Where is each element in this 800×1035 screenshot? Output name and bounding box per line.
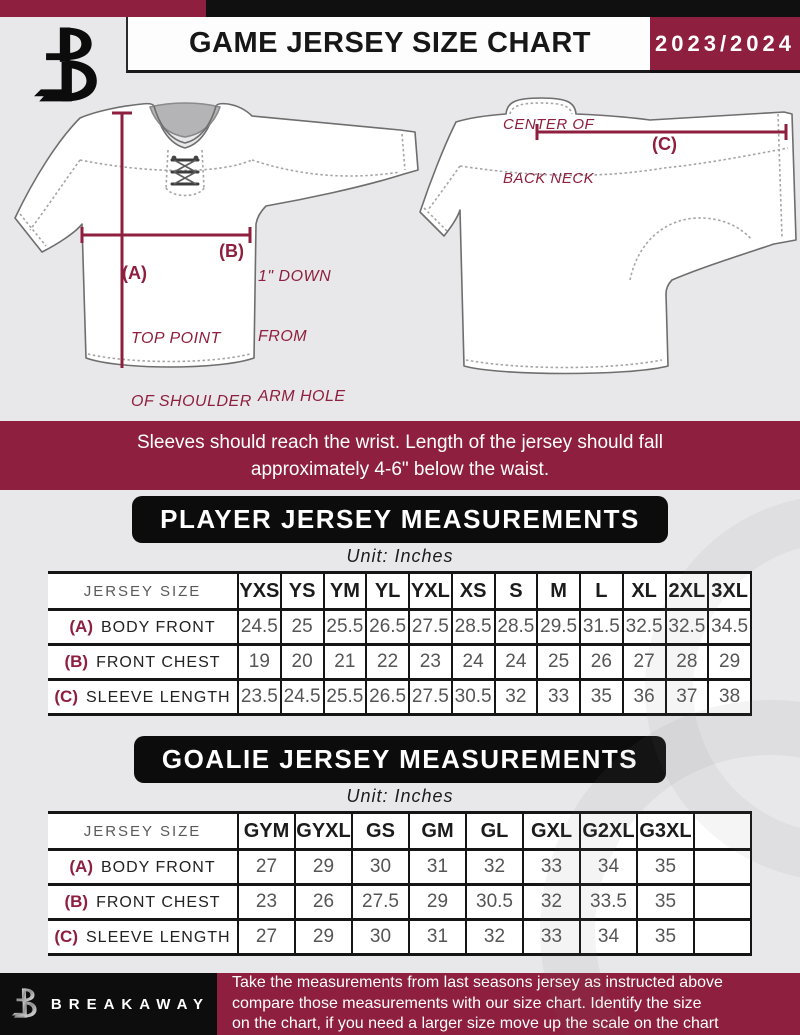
- measurement-value: 25.5: [324, 680, 367, 715]
- footer: [0, 973, 800, 1035]
- top-strip: [0, 0, 800, 17]
- measurement-value: 24: [452, 645, 495, 680]
- row-label: [48, 680, 238, 715]
- measurement-value: 32: [523, 885, 580, 920]
- row-name: BODY FRONT: [101, 619, 216, 636]
- row-key: (C): [54, 687, 78, 706]
- measurement-value: 26.5: [366, 610, 409, 645]
- measurement-value: 34: [580, 850, 637, 885]
- measurement-value: [694, 920, 751, 955]
- measurement-value: 27: [238, 920, 295, 955]
- top-strip-accent: [0, 0, 206, 17]
- row-name: SLEEVE LENGTH: [86, 929, 231, 946]
- size-col-header: YXL: [409, 573, 452, 610]
- size-col-header: G2XL: [580, 813, 637, 850]
- goalie-unit-label: Unit: Inches: [346, 786, 454, 806]
- size-col-header: S: [495, 573, 538, 610]
- row-name: SLEEVE LENGTH: [86, 689, 231, 706]
- measurement-value: 29: [295, 920, 352, 955]
- measurement-tables-zone: [0, 490, 800, 973]
- measurement-value: 31: [409, 850, 466, 885]
- footer-instructions: [217, 973, 800, 1035]
- player-unit-label: Unit: Inches: [346, 546, 454, 566]
- measurement-value: 33: [523, 920, 580, 955]
- player-size-table: [48, 571, 752, 716]
- footer-line: compare those measurements with our size chart. Identify the size: [232, 994, 702, 1012]
- measure-b-key: (B): [219, 241, 244, 261]
- measurement-value: 34: [580, 920, 637, 955]
- measurement-row: [48, 680, 751, 715]
- measurement-value: 32: [466, 920, 523, 955]
- measurement-value: 30: [352, 920, 409, 955]
- measurement-value: 33: [537, 680, 580, 715]
- footer-brand-wordmark: BREAKAWAY: [50, 995, 211, 1013]
- size-col-header: GM: [409, 813, 466, 850]
- size-col-header: G3XL: [637, 813, 694, 850]
- measurement-value: 27: [623, 645, 666, 680]
- measurement-row: [48, 610, 751, 645]
- row-key: (B): [64, 652, 89, 671]
- measurement-value: 29: [295, 850, 352, 885]
- page-title-box: [126, 17, 652, 73]
- measurement-value: 22: [366, 645, 409, 680]
- row-label: [48, 610, 238, 645]
- measurement-value: 23: [409, 645, 452, 680]
- measurement-value: 24: [495, 645, 538, 680]
- row-label: [48, 885, 238, 920]
- size-header-row: [48, 813, 751, 850]
- goalie-table-grid: [48, 811, 752, 956]
- size-col-header: YS: [281, 573, 324, 610]
- player-table-grid: [48, 571, 752, 716]
- measurement-value: 33.5: [580, 885, 637, 920]
- row-key: (A): [69, 617, 93, 636]
- fit-notice-banner: [0, 421, 800, 490]
- measurement-value: 35: [637, 920, 694, 955]
- measurement-value: 25: [281, 610, 324, 645]
- measurement-value: 27.5: [352, 885, 409, 920]
- measurement-value: 30.5: [466, 885, 523, 920]
- jersey-diagram-area: [0, 70, 800, 421]
- row-name: FRONT CHEST: [96, 654, 221, 671]
- measurement-value: 26.5: [366, 680, 409, 715]
- size-col-header: YXS: [238, 573, 281, 610]
- size-col-header: 2XL: [666, 573, 709, 610]
- measurement-row: [48, 920, 751, 955]
- size-col-header: XS: [452, 573, 495, 610]
- size-col-header: GYM: [238, 813, 295, 850]
- footer-line: Take the measurements from last seasons jersey as instructed above: [232, 974, 723, 992]
- measurement-value: 23.5: [238, 680, 281, 715]
- measurement-value: 30: [352, 850, 409, 885]
- measurement-value: 26: [295, 885, 352, 920]
- row-key: (B): [64, 892, 89, 911]
- measurement-value: 28.5: [452, 610, 495, 645]
- measurement-row: [48, 645, 751, 680]
- row-label: [48, 920, 238, 955]
- size-col-header: GL: [466, 813, 523, 850]
- measurement-value: 25: [537, 645, 580, 680]
- season-badge: [650, 17, 800, 73]
- size-col-header: YL: [366, 573, 409, 610]
- size-col-header: M: [537, 573, 580, 610]
- measurement-value: 38: [708, 680, 751, 715]
- measurement-value: 27.5: [409, 610, 452, 645]
- fit-notice-line2: approximately 4-6" below the waist.: [250, 458, 550, 480]
- size-header-row: [48, 573, 751, 610]
- jersey-diagrams: [0, 70, 800, 421]
- measurement-value: 28.5: [495, 610, 538, 645]
- size-col-header: XL: [623, 573, 666, 610]
- size-col-header: GXL: [523, 813, 580, 850]
- measurement-value: 37: [666, 680, 709, 715]
- measurement-row: [48, 850, 751, 885]
- measurement-value: 35: [580, 680, 623, 715]
- breakaway-logo-icon: [7, 987, 41, 1021]
- footer-line: on the chart, if you need a larger size move up the scale on the chart: [232, 1015, 719, 1033]
- size-col-header: L: [580, 573, 623, 610]
- row-label: [48, 850, 238, 885]
- page-title: GAME JERSEY SIZE CHART: [188, 27, 592, 59]
- measurement-value: 27.5: [409, 680, 452, 715]
- measurement-value: 36: [623, 680, 666, 715]
- measurement-value: 19: [238, 645, 281, 680]
- size-col-header: [694, 813, 751, 850]
- size-col-header: YM: [324, 573, 367, 610]
- measurement-value: 29: [409, 885, 466, 920]
- measurement-value: 24.5: [238, 610, 281, 645]
- measurement-value: 29.5: [537, 610, 580, 645]
- measurement-value: 28: [666, 645, 709, 680]
- player-measurements-heading: PLAYER JERSEY MEASUREMENTS: [132, 496, 668, 543]
- measurement-value: 33: [523, 850, 580, 885]
- measurement-value: [694, 885, 751, 920]
- measurement-value: 32.5: [623, 610, 666, 645]
- measurement-value: 25.5: [324, 610, 367, 645]
- measurement-value: 34.5: [708, 610, 751, 645]
- measurement-value: 31: [409, 920, 466, 955]
- measurement-value: 23: [238, 885, 295, 920]
- goalie-measurements-heading: GOALIE JERSEY MEASUREMENTS: [134, 736, 666, 783]
- measurement-value: 35: [637, 885, 694, 920]
- measurement-row: [48, 885, 751, 920]
- measurement-value: 31.5: [580, 610, 623, 645]
- measure-a-key: (A): [122, 263, 147, 283]
- measurement-value: 24.5: [281, 680, 324, 715]
- measurement-value: 21: [324, 645, 367, 680]
- corner-label: JERSEY SIZE: [83, 822, 202, 840]
- measurement-value: 20: [281, 645, 324, 680]
- measure-b-text: 1" DOWN FROM ARM HOLE: [258, 268, 346, 405]
- row-key: (C): [54, 927, 78, 946]
- season-label: 2023/2024: [655, 30, 795, 56]
- measurement-value: 32: [466, 850, 523, 885]
- size-col-header: GYXL: [295, 813, 352, 850]
- fit-notice-line1: Sleeves should reach the wrist. Length of the jersey should fall: [137, 431, 663, 453]
- row-label: [48, 645, 238, 680]
- row-name: FRONT CHEST: [96, 894, 221, 911]
- measurement-value: [694, 850, 751, 885]
- measurement-value: 32.5: [666, 610, 709, 645]
- measurement-value: 26: [580, 645, 623, 680]
- corner-label: JERSEY SIZE: [83, 582, 202, 600]
- measurement-value: 35: [637, 850, 694, 885]
- measurement-value: 32: [495, 680, 538, 715]
- size-col-header: GS: [352, 813, 409, 850]
- measure-a-text: TOP POINT OF SHOULDER: [131, 330, 252, 410]
- size-col-header: 3XL: [708, 573, 751, 610]
- footer-brand-block: [0, 973, 217, 1035]
- row-key: (A): [69, 857, 93, 876]
- goalie-size-table: [48, 811, 752, 956]
- measure-c-text: CENTER OF BACK NECK: [503, 116, 595, 187]
- measurement-value: 30.5: [452, 680, 495, 715]
- measure-c-key: (C): [652, 134, 677, 154]
- jersey-back-drawing: [420, 98, 796, 374]
- row-name: BODY FRONT: [101, 859, 216, 876]
- measurement-value: 29: [708, 645, 751, 680]
- measurement-value: 27: [238, 850, 295, 885]
